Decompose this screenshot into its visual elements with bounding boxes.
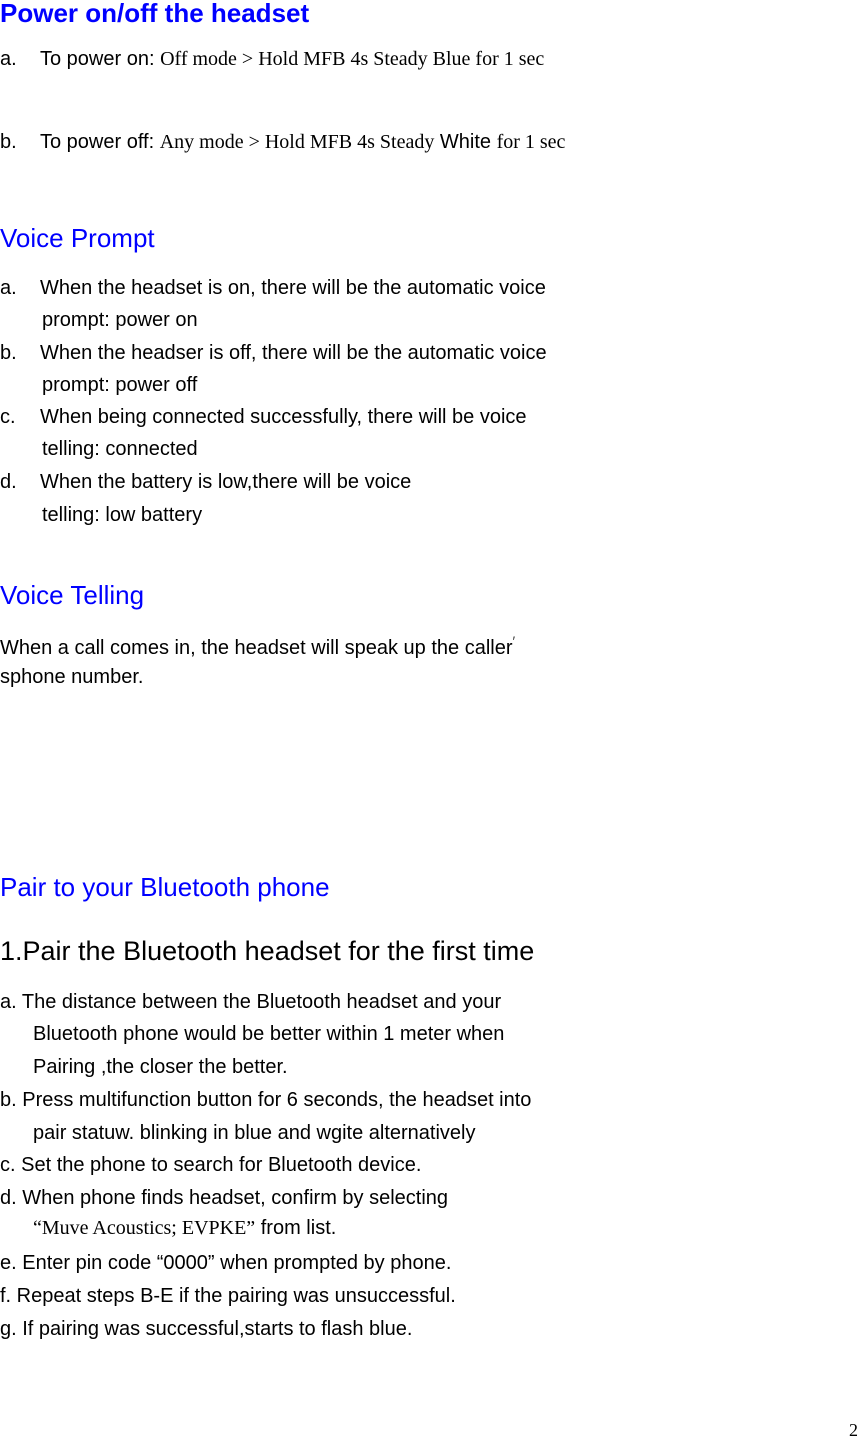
pair-step-a-line1: a. The distance between the Bluetooth headset and your (0, 991, 502, 1013)
voice-prompt-b-line2: prompt: power off (42, 374, 198, 396)
pair-step-c-line1: c. Set the phone to search for Bluetooth device. (0, 1154, 422, 1176)
pair-step-d-line2 (33, 1217, 336, 1240)
voice-prompt-d-line1: When the battery is low,there will be voice (40, 471, 412, 493)
page-number: 2 (849, 1420, 858, 1440)
power-off-label: To power off: (40, 131, 155, 153)
power-item-a-marker: a. (0, 48, 17, 70)
voice-telling-line1 (0, 633, 515, 660)
power-off-detail-1: Any mode > Hold MFB 4s Steady (159, 131, 435, 153)
pair-step-a-line2: Bluetooth phone would be better within 1 meter when (33, 1023, 505, 1045)
voice-prompt-a-line2: prompt: power on (42, 309, 198, 331)
pair-step-d-line1: d. When phone finds headset, confirm by selecting (0, 1187, 449, 1209)
power-item-a (40, 48, 544, 71)
power-item-b (40, 131, 565, 154)
power-off-white: White (439, 131, 492, 153)
voice-prompt-a-marker: a. (0, 277, 17, 299)
apostrophe-mark: ′ (512, 633, 516, 649)
voice-prompt-d-marker: d. (0, 471, 17, 493)
pair-heading: Pair to your Bluetooth phone (0, 872, 330, 902)
power-item-b-marker: b. (0, 131, 17, 153)
from-list-text: from list. (260, 1217, 337, 1239)
power-heading: Power on/off the headset (0, 0, 310, 28)
voice-prompt-c-marker: c. (0, 406, 16, 428)
pair-step-g-line1: g. If pairing was successful,starts to flash blue. (0, 1318, 413, 1340)
pair-step-f-line1: f. Repeat steps B-E if the pairing was unsuccessful. (0, 1285, 456, 1307)
power-off-detail-2: for 1 sec (496, 131, 566, 153)
voice-telling-line2: sphone number. (0, 666, 144, 688)
voice-telling-text: When a call comes in, the headset will speak up the caller (0, 637, 513, 659)
pair-step-a-line3: Pairing ,the closer the better. (33, 1056, 288, 1078)
pair-subheading: 1.Pair the Bluetooth headset for the first time (0, 936, 535, 966)
voice-telling-heading: Voice Telling (0, 580, 145, 610)
pair-step-b-line2: pair statuw. blinking in blue and wgite alternatively (33, 1122, 476, 1144)
power-on-label: To power on: (40, 48, 155, 70)
voice-prompt-c-line2: telling: connected (42, 438, 198, 460)
pair-step-b-line1: b. Press multifunction button for 6 seconds, the headset into (0, 1089, 532, 1111)
voice-prompt-heading: Voice Prompt (0, 223, 155, 253)
voice-prompt-a-line1: When the headset is on, there will be the automatic voice (40, 277, 546, 299)
device-name: “Muve Acoustics; EVPKE” (33, 1217, 256, 1239)
voice-prompt-b-line1: When the headser is off, there will be the automatic voice (40, 342, 547, 364)
voice-prompt-b-marker: b. (0, 342, 17, 364)
voice-prompt-c-line1: When being connected successfully, there will be voice (40, 406, 527, 428)
voice-prompt-d-line2: telling: low battery (42, 504, 203, 526)
pair-step-e-line1: e. Enter pin code “0000” when prompted by phone. (0, 1252, 452, 1274)
power-on-detail: Off mode > Hold MFB 4s Steady Blue for 1 sec (160, 48, 545, 70)
